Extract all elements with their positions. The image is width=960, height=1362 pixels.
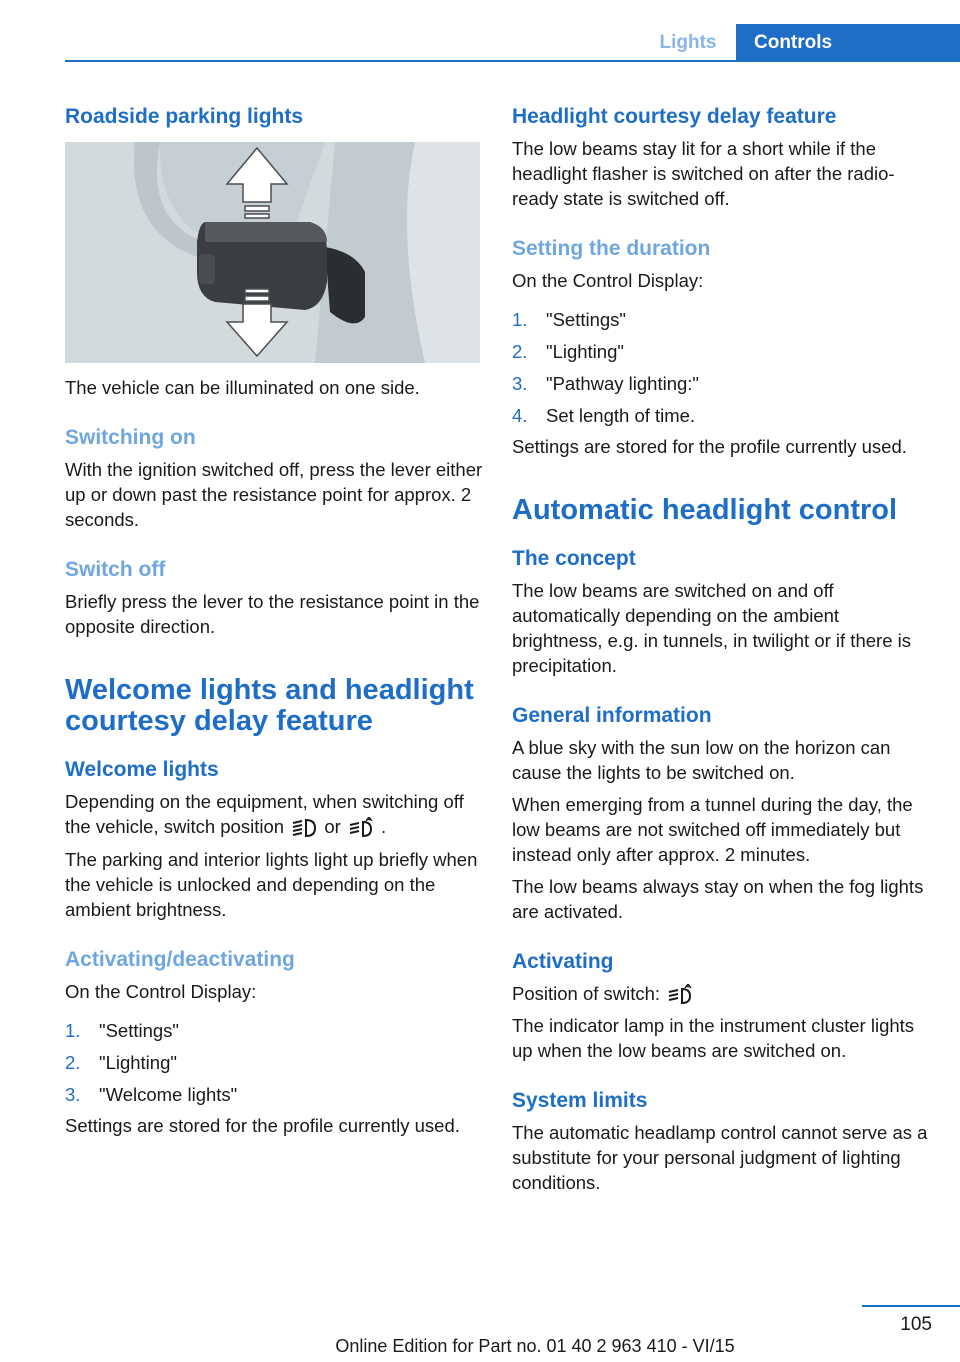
list-item: 1. "Settings" [512,309,626,330]
turn-signal-lever-image [65,142,480,363]
automatic-headlight-main-heading: Automatic headlight control [512,494,898,526]
duration-intro: On the Control Display: [512,270,704,291]
setting-duration-heading: Setting the duration [512,237,711,260]
welcome-lights-main-heading: Welcome lights and headlight courtesy delay feature [65,674,474,737]
welcome-lights-text-a: Depending on the equipment, when switching off the vehicle, switch position [65,791,464,837]
illustration-caption: The vehicle can be illuminated on one side. [65,377,420,398]
auto-headlight-icon [665,984,695,1006]
list-item: 3. "Pathway lighting:" [512,373,699,394]
footer-rule [862,1305,960,1307]
welcome-lights-text-or: or [324,816,341,837]
list-item: 2. "Lighting" [512,341,624,362]
edition-footer: Online Edition for Part no. 01 40 2 963 410 - VI/15 [335,1336,735,1356]
switch-off-text: Briefly press the lever to the resistance point in the opposite direction. [65,591,480,637]
header-rule [65,60,960,62]
settings-stored-right: Settings are stored for the profile currently used. [512,436,907,457]
switching-on-text: With the ignition switched off, press the lever either up or down past the resistance point for approx. 2 seconds. [65,459,483,530]
welcome-lights-text [65,789,485,839]
general-text-2: When emerging from a tunnel during the day, the low beams are not switched off immediately but instead only after approx. 2 minutes. [512,794,913,865]
auto-headlight-icon [346,817,376,839]
lever-illustration [65,142,480,363]
list-item: 1. "Settings" [65,1020,179,1042]
switching-on-heading: Switching on [65,426,196,449]
activating-intro: On the Control Display: [65,981,257,1003]
roadside-parking-heading: Roadside parking lights [65,105,304,128]
activating-text-label: Position of switch: [512,983,661,1004]
courtesy-delay-text: The low beams stay lit for a short while if the headlight flasher is switched on after the radio-ready state is switched off. [512,138,895,209]
list-item: 3. "Welcome lights" [65,1084,238,1106]
welcome-lights-text-2: The parking and interior lights light up briefly when the vehicle is unlocked and depending on the ambient brightness. [65,849,478,921]
system-limits-text: The automatic headlamp control cannot serve as a substitute for your personal judgment of lighting conditions. [512,1122,928,1194]
low-beam-icon [289,817,319,839]
page-number: 105 [900,1314,932,1335]
switch-off-heading: Switch off [65,558,166,581]
general-text-1: A blue sky with the sun low on the horizon can cause the lights to be switched on. [512,737,891,783]
welcome-lights-text-end: . [381,816,387,837]
right-column [512,100,932,1195]
welcome-lights-heading: Welcome lights [65,758,219,781]
duration-steps [512,307,932,428]
activating-text [512,981,932,1006]
system-limits-heading: System limits [512,1089,648,1113]
welcome-lights-steps [65,1018,485,1107]
activating-heading: Activating [512,950,614,973]
header-tab-lights: Lights [659,32,717,53]
courtesy-delay-heading: Headlight courtesy delay feature [512,105,837,128]
concept-heading: The concept [512,547,636,570]
general-information-heading: General information [512,704,712,727]
general-text-3: The low beams always stay on when the fog lights are activated. [512,876,924,922]
activating-deactivating-heading: Activating/deactivating [65,948,295,972]
list-item: 4. Set length of time. [512,405,696,426]
header-tab-controls: Controls [736,24,960,62]
concept-text: The low beams are switched on and off automatically depending on the ambient brightness, e.g. in tunnels, in twilight or if there is precipitation. [512,580,911,676]
list-item: 2. "Lighting" [65,1052,177,1074]
left-column [65,100,485,1138]
settings-stored-left: Settings are stored for the profile currently used. [65,1115,460,1137]
activating-text-2: The indicator lamp in the instrument cluster lights up when the low beams are switched on. [512,1015,915,1062]
